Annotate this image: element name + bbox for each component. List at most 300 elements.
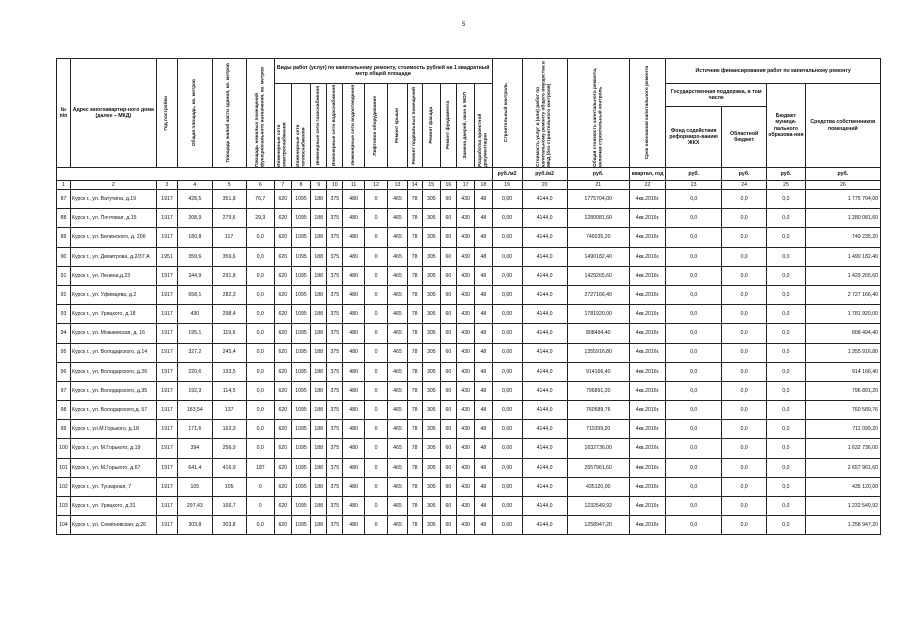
row-work-cost: 78 bbox=[407, 190, 422, 209]
row-number: 87 bbox=[57, 190, 71, 209]
row-total-area: 359,6 bbox=[178, 247, 212, 266]
row-work-cost: 48 bbox=[475, 516, 492, 535]
row-address: Курск г., ул. Белинского, д. 20б bbox=[70, 228, 156, 247]
row-work-cost: 1095 bbox=[291, 497, 310, 516]
unit-fund: руб. bbox=[666, 168, 722, 181]
row-work-cost: 430 bbox=[456, 324, 474, 343]
row-work-cost: 78 bbox=[407, 401, 422, 420]
row-fund: 0,0 bbox=[666, 324, 722, 343]
row-number: 91 bbox=[57, 266, 71, 285]
row-work-cost: 375 bbox=[327, 266, 343, 285]
row-work-cost: 60 bbox=[440, 439, 456, 458]
row-work-cost: 620 bbox=[274, 266, 291, 285]
row-municipal: 0,0 bbox=[767, 228, 806, 247]
row-nonres-area: 0,0 bbox=[246, 343, 274, 362]
row-work-cost: 480 bbox=[343, 266, 364, 285]
row-work-cost: 430 bbox=[456, 497, 474, 516]
row-number: 93 bbox=[57, 305, 71, 324]
row-living-area: 282,3 bbox=[212, 285, 246, 304]
header-address: Адрес многоквартир-ного дома (далее – МКД) bbox=[70, 59, 156, 168]
row-work-cost: 465 bbox=[388, 420, 407, 439]
row-work-cost: 480 bbox=[343, 190, 364, 209]
row-work-cost: 0 bbox=[364, 190, 388, 209]
row-work-cost: 188 bbox=[311, 458, 327, 477]
header-no: № п/п bbox=[57, 59, 71, 168]
header-living-area: Площадь жилой части здания, кв. метров bbox=[212, 59, 246, 168]
row-regional: 0,0 bbox=[722, 285, 767, 304]
row-work-cost: 375 bbox=[327, 305, 343, 324]
row-work-cost: 620 bbox=[274, 381, 291, 400]
row-total-area: 171,6 bbox=[178, 420, 212, 439]
row-work-cost: 305 bbox=[422, 516, 440, 535]
row-number: 89 bbox=[57, 228, 71, 247]
row-municipal: 0,0 bbox=[767, 458, 806, 477]
table-row bbox=[57, 458, 881, 477]
row-address: Курск г., ул. Ленина,д.23 bbox=[70, 266, 156, 285]
row-fund: 0,0 bbox=[666, 401, 722, 420]
row-work-cost: 0 bbox=[364, 381, 388, 400]
row-address: Курск г., ул. Володарского, д.14 bbox=[70, 343, 156, 362]
row-work-cost: 48 bbox=[475, 401, 492, 420]
row-year: 1917 bbox=[156, 343, 177, 362]
row-total-area: 183,54 bbox=[178, 401, 212, 420]
row-fund: 0,0 bbox=[666, 343, 722, 362]
row-own-funds: 1 280 081,60 bbox=[805, 209, 880, 228]
column-number: 15 bbox=[422, 181, 440, 190]
row-work-cost: 465 bbox=[388, 228, 407, 247]
row-work-cost: 620 bbox=[274, 285, 291, 304]
row-nonres-area: 0,0 bbox=[246, 266, 274, 285]
table-row bbox=[57, 420, 881, 439]
row-total-area: 430 bbox=[178, 305, 212, 324]
row-stroy-control: 0,00 bbox=[492, 190, 522, 209]
row-work-cost: 0 bbox=[364, 516, 388, 535]
row-work-cost: 1095 bbox=[291, 362, 310, 381]
row-municipal: 0,0 bbox=[767, 497, 806, 516]
row-year: 1917 bbox=[156, 439, 177, 458]
row-year: 1917 bbox=[156, 266, 177, 285]
unit-deadline: квартал, год bbox=[629, 168, 665, 181]
row-work-cost: 465 bbox=[388, 439, 407, 458]
row-stroy-control: 0,00 bbox=[492, 228, 522, 247]
row-work-cost: 620 bbox=[274, 209, 291, 228]
row-total-area: 428,5 bbox=[178, 190, 212, 209]
row-living-area: 162,3 bbox=[212, 420, 246, 439]
row-nonres-area: 29,3 bbox=[246, 209, 274, 228]
header-works-group: Виды работ (услуг) по капитальному ремонту, стоимость рублей на 1 квадратный метр общей площади bbox=[274, 59, 492, 84]
row-work-cost: 0 bbox=[364, 324, 388, 343]
header-work-9: Ремонт фасада bbox=[422, 84, 440, 168]
row-work-cost: 78 bbox=[407, 381, 422, 400]
row-work-cost: 465 bbox=[388, 458, 407, 477]
header-regional: Областной бюджет bbox=[722, 107, 767, 168]
column-number: 25 bbox=[767, 181, 806, 190]
row-fund: 0,0 bbox=[666, 285, 722, 304]
row-total-area: 308,9 bbox=[178, 209, 212, 228]
row-own-funds: 796 891,20 bbox=[805, 381, 880, 400]
row-nonres-area: 0,0 bbox=[246, 516, 274, 535]
row-address: Курск г., ул. Урицкого, д.18 bbox=[70, 305, 156, 324]
row-total-cost: 1232549,92 bbox=[567, 497, 629, 516]
row-regional: 0,0 bbox=[722, 209, 767, 228]
row-stroy-control: 0,00 bbox=[492, 439, 522, 458]
row-living-area: 416,9 bbox=[212, 458, 246, 477]
row-municipal: 0,0 bbox=[767, 362, 806, 381]
row-work-cost: 0 bbox=[364, 343, 388, 362]
row-stroy-control: 0,00 bbox=[492, 516, 522, 535]
row-total-cost: 1490182,40 bbox=[567, 247, 629, 266]
row-living-area: 105 bbox=[212, 477, 246, 496]
row-municipal: 0,0 bbox=[767, 305, 806, 324]
row-own-funds: 914 166,40 bbox=[805, 362, 880, 381]
table-row bbox=[57, 362, 881, 381]
row-year: 1917 bbox=[156, 209, 177, 228]
row-work-cost: 48 bbox=[475, 209, 492, 228]
row-fund: 0,0 bbox=[666, 305, 722, 324]
row-year: 1917 bbox=[156, 324, 177, 343]
table-row bbox=[57, 305, 881, 324]
row-work-cost: 60 bbox=[440, 401, 456, 420]
row-work-cost: 78 bbox=[407, 285, 422, 304]
row-work-cost: 305 bbox=[422, 209, 440, 228]
row-work-cost: 430 bbox=[456, 285, 474, 304]
row-work-cost: 0 bbox=[364, 362, 388, 381]
row-regional: 0,0 bbox=[722, 516, 767, 535]
column-number: 26 bbox=[805, 181, 880, 190]
row-cost-per-m2: 4144,0 bbox=[522, 439, 567, 458]
row-deadline: 4кв.2016г. bbox=[629, 228, 665, 247]
row-regional: 0,0 bbox=[722, 477, 767, 496]
row-work-cost: 1095 bbox=[291, 439, 310, 458]
table-row bbox=[57, 324, 881, 343]
row-work-cost: 305 bbox=[422, 439, 440, 458]
row-work-cost: 375 bbox=[327, 209, 343, 228]
row-work-cost: 188 bbox=[311, 247, 327, 266]
row-work-cost: 78 bbox=[407, 247, 422, 266]
row-regional: 0,0 bbox=[722, 228, 767, 247]
row-work-cost: 620 bbox=[274, 458, 291, 477]
row-work-cost: 375 bbox=[327, 324, 343, 343]
row-work-cost: 465 bbox=[388, 362, 407, 381]
row-work-cost: 480 bbox=[343, 381, 364, 400]
row-stroy-control: 0,00 bbox=[492, 458, 522, 477]
row-work-cost: 48 bbox=[475, 420, 492, 439]
column-number: 21 bbox=[567, 181, 629, 190]
row-work-cost: 620 bbox=[274, 439, 291, 458]
header-cost-per-m2: Стоимость услуг и (или) работ по капитальному ремонту общего имущества в МКД (без строительного контроля) bbox=[522, 59, 567, 168]
row-work-cost: 0 bbox=[364, 285, 388, 304]
row-work-cost: 1095 bbox=[291, 285, 310, 304]
row-living-area: 291,8 bbox=[212, 266, 246, 285]
row-work-cost: 375 bbox=[327, 381, 343, 400]
row-regional: 0,0 bbox=[722, 190, 767, 209]
table-row bbox=[57, 228, 881, 247]
row-work-cost: 1095 bbox=[291, 516, 310, 535]
row-work-cost: 480 bbox=[343, 401, 364, 420]
row-work-cost: 375 bbox=[327, 285, 343, 304]
row-work-cost: 78 bbox=[407, 305, 422, 324]
row-deadline: 4кв.2016г. bbox=[629, 477, 665, 496]
row-own-funds: 711 099,20 bbox=[805, 420, 880, 439]
row-living-area: 117 bbox=[212, 228, 246, 247]
row-total-cost: 1781920,00 bbox=[567, 305, 629, 324]
row-work-cost: 620 bbox=[274, 343, 291, 362]
row-number: 97 bbox=[57, 381, 71, 400]
row-nonres-area: 0,0 bbox=[246, 420, 274, 439]
row-cost-per-m2: 4144,0 bbox=[522, 401, 567, 420]
row-address: Курск г., ул. Можаевская, д. 16 bbox=[70, 324, 156, 343]
row-work-cost: 620 bbox=[274, 190, 291, 209]
row-own-funds: 2 657 961,60 bbox=[805, 458, 880, 477]
row-work-cost: 188 bbox=[311, 477, 327, 496]
row-work-cost: 48 bbox=[475, 285, 492, 304]
column-number: 18 bbox=[475, 181, 492, 190]
row-work-cost: 430 bbox=[456, 343, 474, 362]
row-year: 1917 bbox=[156, 458, 177, 477]
row-number: 94 bbox=[57, 324, 71, 343]
row-work-cost: 465 bbox=[388, 209, 407, 228]
row-own-funds: 1 429 265,60 bbox=[805, 266, 880, 285]
row-work-cost: 430 bbox=[456, 228, 474, 247]
row-total-cost: 796891,20 bbox=[567, 381, 629, 400]
header-own-funds: Средства собственников помещений bbox=[805, 84, 880, 168]
row-work-cost: 78 bbox=[407, 458, 422, 477]
table-row bbox=[57, 381, 881, 400]
row-work-cost: 188 bbox=[311, 190, 327, 209]
row-work-cost: 78 bbox=[407, 209, 422, 228]
row-total-cost: 435120,00 bbox=[567, 477, 629, 496]
row-work-cost: 48 bbox=[475, 439, 492, 458]
row-work-cost: 188 bbox=[311, 420, 327, 439]
row-year: 1917 bbox=[156, 497, 177, 516]
row-cost-per-m2: 4144,0 bbox=[522, 497, 567, 516]
row-cost-per-m2: 4144,0 bbox=[522, 285, 567, 304]
row-work-cost: 188 bbox=[311, 343, 327, 362]
row-own-funds: 1 232 549,92 bbox=[805, 497, 880, 516]
row-living-area: 137 bbox=[212, 401, 246, 420]
row-municipal: 0,0 bbox=[767, 209, 806, 228]
row-work-cost: 480 bbox=[343, 305, 364, 324]
row-work-cost: 430 bbox=[456, 516, 474, 535]
row-work-cost: 305 bbox=[422, 228, 440, 247]
row-number: 88 bbox=[57, 209, 71, 228]
row-nonres-area: 0 bbox=[246, 477, 274, 496]
row-municipal: 0,0 bbox=[767, 266, 806, 285]
row-cost-per-m2: 4144,0 bbox=[522, 343, 567, 362]
table-row bbox=[57, 190, 881, 209]
row-year: 1917 bbox=[156, 401, 177, 420]
row-work-cost: 305 bbox=[422, 324, 440, 343]
row-work-cost: 48 bbox=[475, 381, 492, 400]
row-total-cost: 711099,20 bbox=[567, 420, 629, 439]
row-work-cost: 620 bbox=[274, 228, 291, 247]
row-living-area: 303,8 bbox=[212, 516, 246, 535]
row-number: 103 bbox=[57, 497, 71, 516]
row-work-cost: 480 bbox=[343, 477, 364, 496]
row-work-cost: 305 bbox=[422, 190, 440, 209]
row-nonres-area: 0,0 bbox=[246, 247, 274, 266]
header-fund: Фонд содействия реформиро-ванию ЖКХ bbox=[666, 107, 722, 168]
row-work-cost: 430 bbox=[456, 420, 474, 439]
row-own-funds: 1 632 736,00 bbox=[805, 439, 880, 458]
column-number: 9 bbox=[311, 181, 327, 190]
row-living-area: 245,4 bbox=[212, 343, 246, 362]
row-regional: 0,0 bbox=[722, 439, 767, 458]
row-living-area: 114,5 bbox=[212, 381, 246, 400]
row-living-area: 119,6 bbox=[212, 324, 246, 343]
row-work-cost: 375 bbox=[327, 516, 343, 535]
row-year: 1917 bbox=[156, 305, 177, 324]
row-total-area: 303,8 bbox=[178, 516, 212, 535]
row-work-cost: 480 bbox=[343, 285, 364, 304]
row-work-cost: 1095 bbox=[291, 477, 310, 496]
row-total-area: 641,4 bbox=[178, 458, 212, 477]
row-work-cost: 480 bbox=[343, 228, 364, 247]
row-fund: 0,0 bbox=[666, 209, 722, 228]
row-number: 92 bbox=[57, 285, 71, 304]
row-work-cost: 375 bbox=[327, 420, 343, 439]
row-year: 1917 bbox=[156, 362, 177, 381]
row-work-cost: 48 bbox=[475, 343, 492, 362]
row-municipal: 0,0 bbox=[767, 285, 806, 304]
row-total-cost: 1429265,60 bbox=[567, 266, 629, 285]
row-work-cost: 480 bbox=[343, 324, 364, 343]
row-work-cost: 60 bbox=[440, 285, 456, 304]
row-work-cost: 305 bbox=[422, 458, 440, 477]
row-work-cost: 375 bbox=[327, 458, 343, 477]
row-work-cost: 620 bbox=[274, 305, 291, 324]
column-number: 3 bbox=[156, 181, 177, 190]
row-total-area: 192,3 bbox=[178, 381, 212, 400]
row-work-cost: 305 bbox=[422, 362, 440, 381]
row-work-cost: 48 bbox=[475, 266, 492, 285]
column-number: 23 bbox=[666, 181, 722, 190]
row-stroy-control: 0,00 bbox=[492, 497, 522, 516]
row-work-cost: 48 bbox=[475, 190, 492, 209]
row-work-cost: 465 bbox=[388, 266, 407, 285]
row-work-cost: 0 bbox=[364, 458, 388, 477]
row-work-cost: 60 bbox=[440, 209, 456, 228]
row-work-cost: 305 bbox=[422, 343, 440, 362]
row-regional: 0,0 bbox=[722, 324, 767, 343]
row-work-cost: 48 bbox=[475, 228, 492, 247]
header-sources: Источник финансирования работ по капитальному ремонту bbox=[666, 59, 881, 84]
row-nonres-area: 187 bbox=[246, 458, 274, 477]
row-work-cost: 60 bbox=[440, 497, 456, 516]
row-work-cost: 480 bbox=[343, 209, 364, 228]
row-address: Курск г., ул. Уфимцева, д.2 bbox=[70, 285, 156, 304]
row-total-cost: 808494,40 bbox=[567, 324, 629, 343]
row-work-cost: 0 bbox=[364, 305, 388, 324]
row-stroy-control: 0,00 bbox=[492, 420, 522, 439]
row-municipal: 0,0 bbox=[767, 439, 806, 458]
row-number: 96 bbox=[57, 362, 71, 381]
row-work-cost: 0 bbox=[364, 497, 388, 516]
column-number: 13 bbox=[388, 181, 407, 190]
row-total-area: 180,8 bbox=[178, 228, 212, 247]
row-address: Курск г., ул. Володарского,д. 57 bbox=[70, 401, 156, 420]
row-work-cost: 620 bbox=[274, 516, 291, 535]
row-work-cost: 375 bbox=[327, 228, 343, 247]
row-work-cost: 1095 bbox=[291, 458, 310, 477]
row-work-cost: 60 bbox=[440, 247, 456, 266]
row-address: Курск г., ул. Володарского, д.35 bbox=[70, 381, 156, 400]
row-work-cost: 60 bbox=[440, 190, 456, 209]
row-address: Курск г., ул. М.Горького, д.19 bbox=[70, 439, 156, 458]
row-work-cost: 0 bbox=[364, 228, 388, 247]
row-regional: 0,0 bbox=[722, 247, 767, 266]
row-work-cost: 480 bbox=[343, 497, 364, 516]
row-work-cost: 188 bbox=[311, 381, 327, 400]
row-deadline: 4кв.2016г. bbox=[629, 381, 665, 400]
row-own-funds: 760 589,76 bbox=[805, 401, 880, 420]
row-work-cost: 465 bbox=[388, 247, 407, 266]
row-nonres-area: 0,0 bbox=[246, 228, 274, 247]
row-fund: 0,0 bbox=[666, 458, 722, 477]
row-work-cost: 620 bbox=[274, 362, 291, 381]
row-stroy-control: 0,00 bbox=[492, 305, 522, 324]
row-municipal: 0,0 bbox=[767, 401, 806, 420]
row-work-cost: 1095 bbox=[291, 305, 310, 324]
row-regional: 0,0 bbox=[722, 343, 767, 362]
row-work-cost: 188 bbox=[311, 516, 327, 535]
row-fund: 0,0 bbox=[666, 420, 722, 439]
table-row bbox=[57, 266, 881, 285]
row-regional: 0,0 bbox=[722, 381, 767, 400]
row-cost-per-m2: 4144,0 bbox=[522, 381, 567, 400]
row-work-cost: 430 bbox=[456, 477, 474, 496]
column-number: 8 bbox=[291, 181, 310, 190]
row-work-cost: 305 bbox=[422, 497, 440, 516]
row-deadline: 4кв.2016г. bbox=[629, 305, 665, 324]
header-year: Год постройки bbox=[156, 59, 177, 168]
row-fund: 0,0 bbox=[666, 266, 722, 285]
column-number: 12 bbox=[364, 181, 388, 190]
row-work-cost: 188 bbox=[311, 266, 327, 285]
unit-cost-per-m2: руб./м2 bbox=[522, 168, 567, 181]
row-cost-per-m2: 4144,0 bbox=[522, 266, 567, 285]
row-work-cost: 305 bbox=[422, 420, 440, 439]
row-municipal: 0,0 bbox=[767, 247, 806, 266]
row-work-cost: 48 bbox=[475, 497, 492, 516]
row-work-cost: 430 bbox=[456, 266, 474, 285]
row-stroy-control: 0,00 bbox=[492, 477, 522, 496]
row-nonres-area: 0,0 bbox=[246, 401, 274, 420]
row-work-cost: 78 bbox=[407, 439, 422, 458]
row-nonres-area: 0,0 bbox=[246, 285, 274, 304]
row-address: Курск г., ул. Володарского, д.26 bbox=[70, 362, 156, 381]
row-work-cost: 430 bbox=[456, 362, 474, 381]
row-municipal: 0,0 bbox=[767, 190, 806, 209]
row-work-cost: 60 bbox=[440, 324, 456, 343]
row-deadline: 4кв.2016г. bbox=[629, 401, 665, 420]
row-regional: 0,0 bbox=[722, 420, 767, 439]
row-own-funds: 1 355 916,80 bbox=[805, 343, 880, 362]
header-work-2: Инженерные сети теплоснабжения bbox=[291, 84, 310, 168]
row-municipal: 0,0 bbox=[767, 420, 806, 439]
row-work-cost: 188 bbox=[311, 362, 327, 381]
header-state-support: Государственная поддержка, в том числе bbox=[666, 84, 767, 107]
units-spacer bbox=[57, 168, 493, 181]
row-work-cost: 1095 bbox=[291, 401, 310, 420]
row-total-cost: 1355916,80 bbox=[567, 343, 629, 362]
row-work-cost: 188 bbox=[311, 285, 327, 304]
row-fund: 0,0 bbox=[666, 516, 722, 535]
row-work-cost: 375 bbox=[327, 439, 343, 458]
row-address: Курск г., ул. Почтовая, д.15 bbox=[70, 209, 156, 228]
header-deadline: Срок окончания капитального ремонта bbox=[629, 59, 665, 168]
row-work-cost: 78 bbox=[407, 497, 422, 516]
